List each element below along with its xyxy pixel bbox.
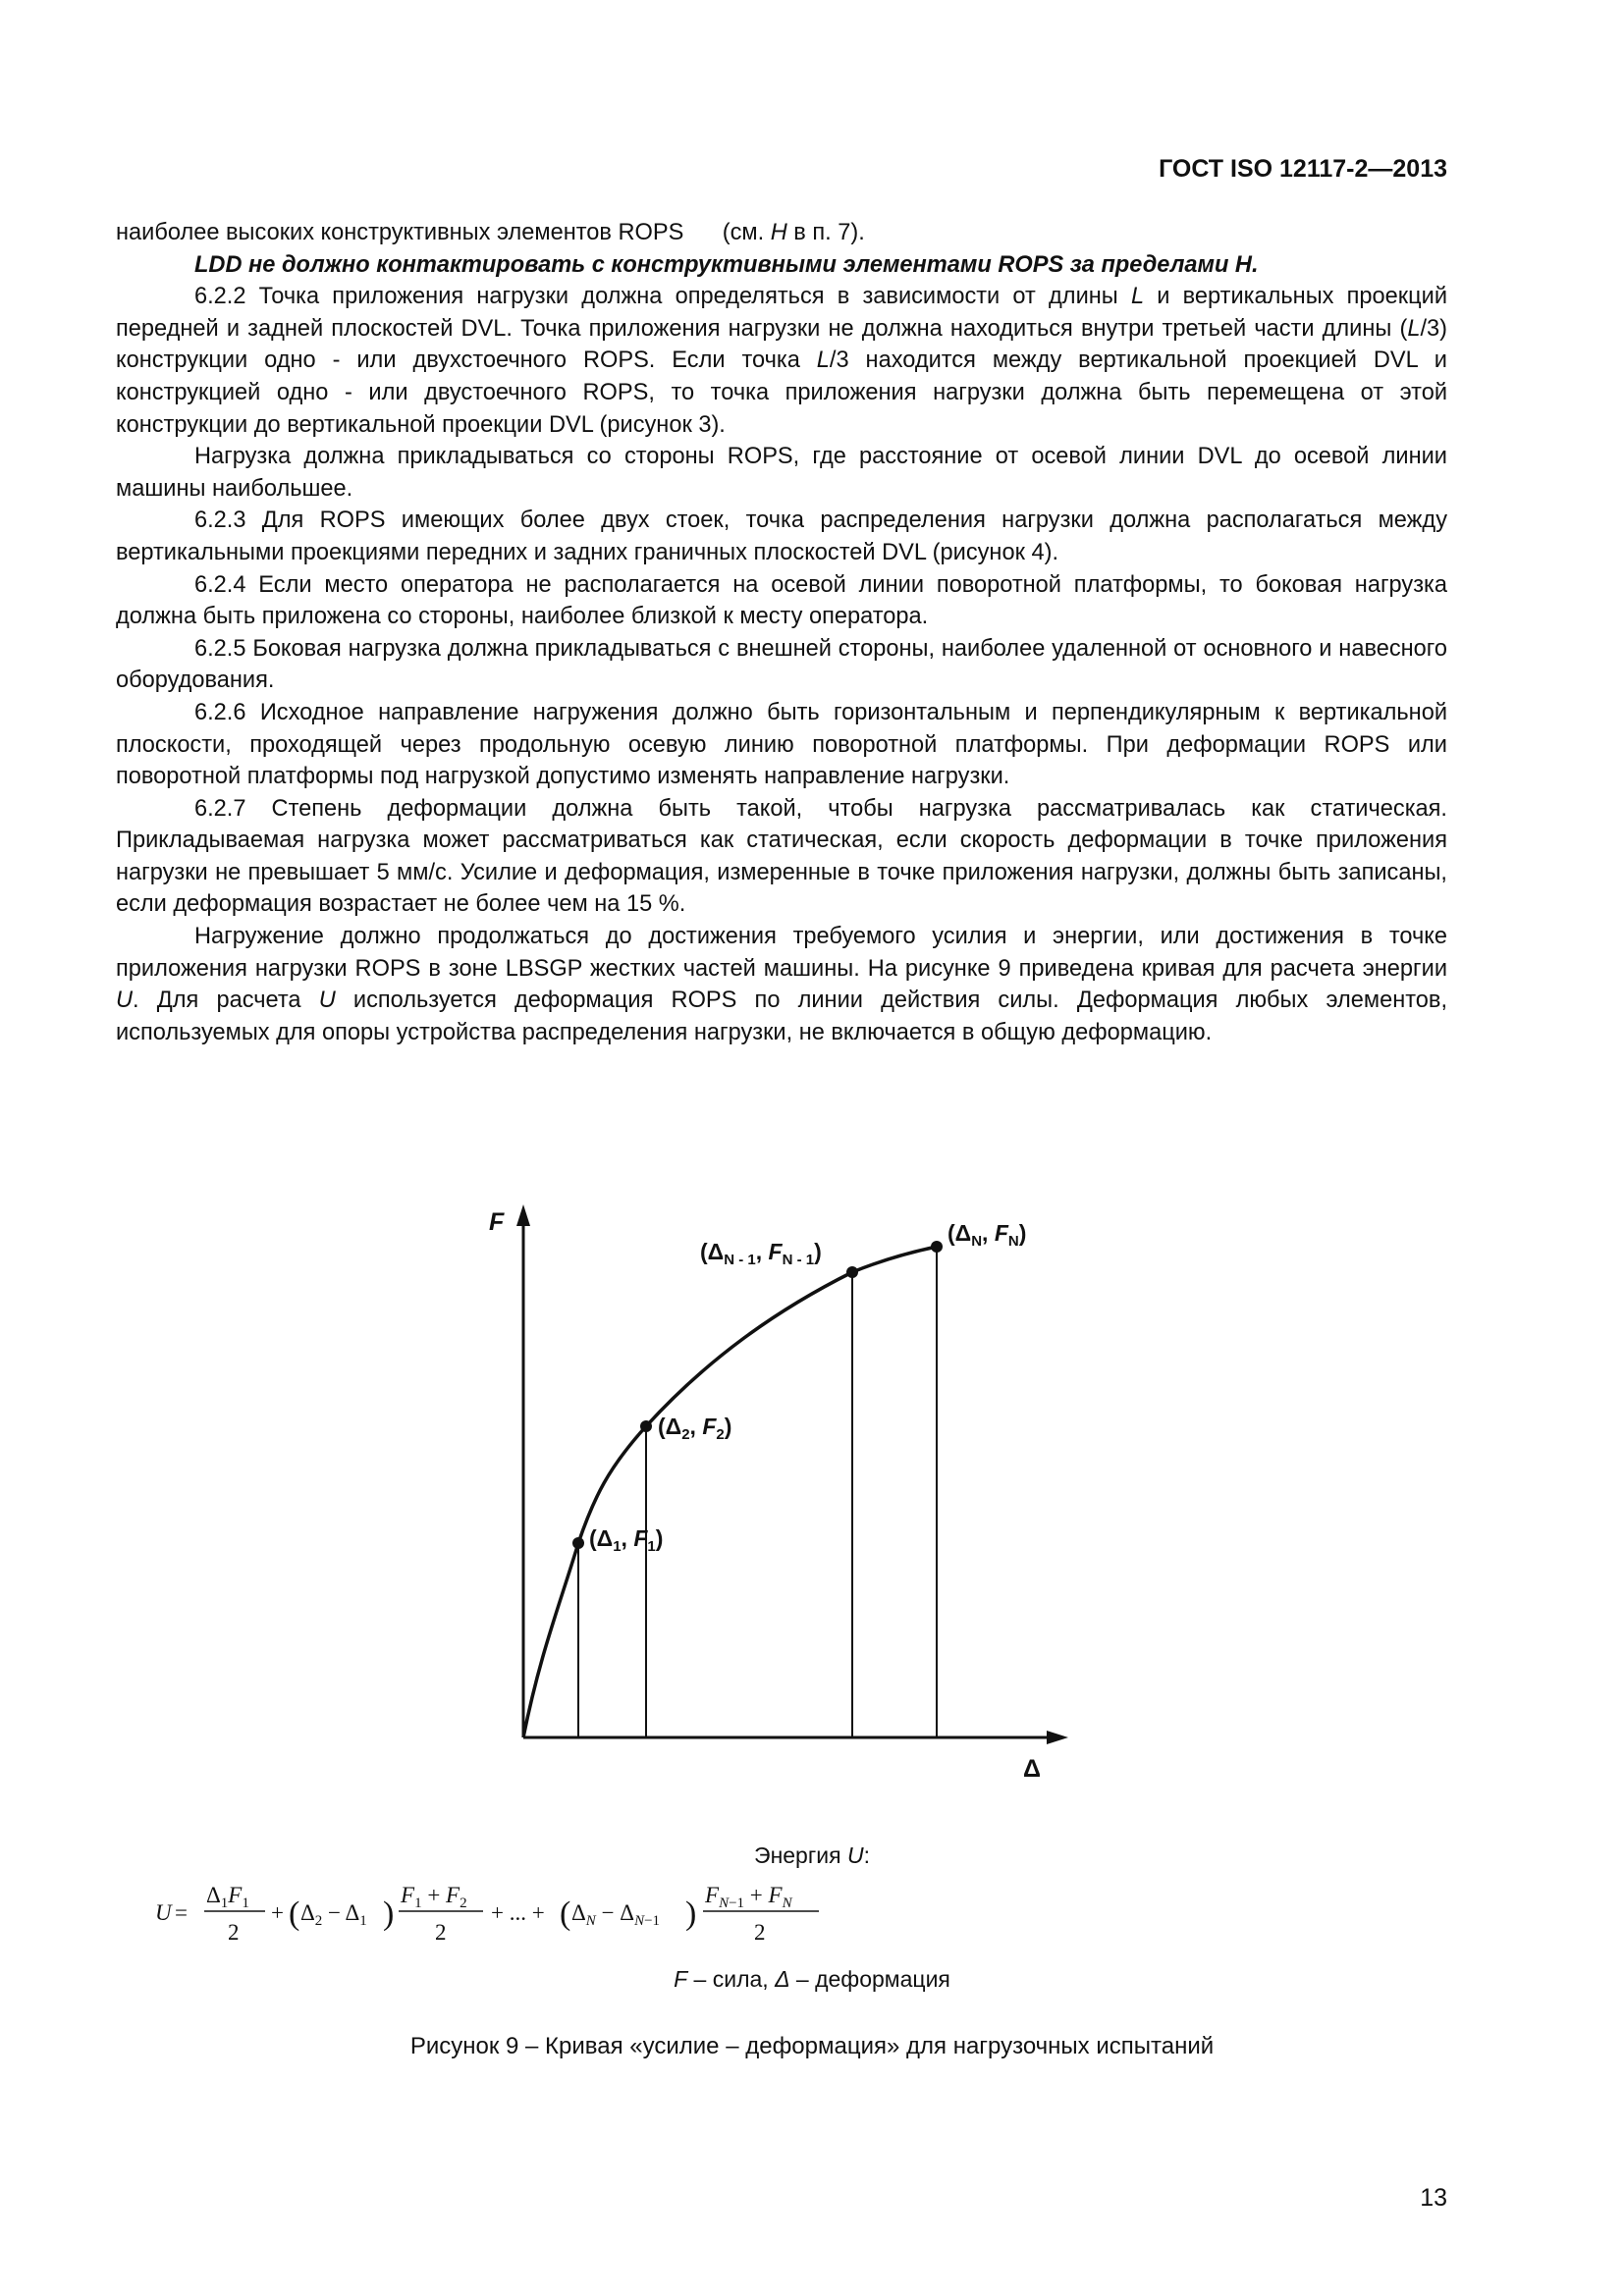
body-text [116, 217, 1447, 1048]
svg-text:(: ( [560, 1896, 571, 1932]
y-axis-label: F [489, 1208, 505, 1236]
svg-text:+ ... +: + ... + [491, 1900, 545, 1925]
paragraph: 6.2.3 Для ROPS имеющих более двух стоек, точка распределения нагрузки должна располагаться между вертикальными проекциями передних и задних граничных плоскостей DVL (рисунок 4). [116, 507, 1447, 565]
page-number: 13 [1420, 2184, 1447, 2212]
paragraph: Нагружение должно продолжаться до достижения требуемого усилия и энергии, или достижения в точке приложения нагрузки ROPS в зоне LBSGP жестких частей машины. На рисунке 9 приведена кривая для расчета энергии U. Для расчета U используется деформация ROPS по линии действия силы. Деформация любых элементов, используемых для опоры устройства распределения нагрузки, не включается в общую деформацию. [116, 924, 1448, 1045]
svg-text:): ) [685, 1896, 697, 1932]
svg-text:): ) [383, 1896, 395, 1932]
svg-text:F1 + F2: $F_1 + F_2$ [401, 1883, 467, 1911]
svg-text:2: 2 [754, 1920, 766, 1945]
paragraph: 6.2.6 Исходное направление нагружения должно быть горизонтальным и перпендикулярным к вертикальной плоскости, проходящей через продольную осевую линию поворотной платформы. При деформации ROPS или поворотной платформы под нагрузкой допустимо изменять направление нагрузки. [116, 699, 1447, 790]
paragraph: 6.2.4 Если место оператора не располагается на осевой линии поворотной платформы, то боковая нагрузка должна быть приложена со стороны, наиболее близкой к месту оператора. [116, 571, 1447, 630]
energy-formula-svg [155, 1875, 941, 1953]
document-header: ГОСТ ISO 12117-2—2013 [1159, 155, 1447, 183]
force-deformation-figure [471, 1193, 1080, 1801]
point-n-1-label: ($\Delta_{N - 1}$, $F_{N - 1}$) [700, 1239, 822, 1268]
svg-text:FN−1 + FN: $F_N-1 + F_N$ [705, 1883, 792, 1911]
force-deformation-curve [523, 1247, 937, 1737]
point-1-label: ($\Delta_1$, $F_1$) [589, 1525, 664, 1555]
svg-text:ΔN − ΔN−1: $\Delta_N - \Delta_N-1$ [571, 1900, 661, 1929]
energy-formula [155, 1875, 941, 1953]
svg-text:+: + [271, 1900, 284, 1925]
paragraph: Нагрузка должна прикладываться со стороны ROPS, где расстояние от осевой линии DVL до осевой линии машины наибольшее. [116, 444, 1447, 502]
point-n-1-marker [846, 1266, 858, 1278]
point-n-label: ($\Delta_N$, $F_N$) [947, 1220, 1027, 1250]
x-axis-arrow [1047, 1731, 1068, 1744]
y-axis-arrow [516, 1204, 530, 1226]
paragraph: 6.2.7 Степень деформации должна быть такой, чтобы нагрузка рассматривалась как статическая. Прикладываемая нагрузка может рассматриваться как статическая, если скорость деформации в точке приложения нагрузки не превышает 5 мм/с. Усилие и деформация, измеренные в точке приложения нагрузки, должны быть записаны, если деформация возрастает не более чем на 15 %. [116, 795, 1447, 918]
svg-text:U: U [155, 1900, 172, 1925]
paragraph: LDD не должно контактировать с конструктивными элементами ROPS за пределами H. [194, 251, 1259, 278]
svg-text:2: 2 [435, 1920, 447, 1945]
point-n-marker [931, 1241, 943, 1253]
svg-text:2: 2 [228, 1920, 240, 1945]
svg-text:(: ( [289, 1896, 300, 1932]
paragraph: наиболее высоких конструктивных элементов ROPS (см. H в п. 7). [116, 220, 865, 245]
paragraph: 6.2.2 Точка приложения нагрузки должна определяться в зависимости от длины L и вертикальных проекций передней и задней плоскостей DVL. Точка приложения нагрузки не должна находиться внутри третьей части длины (L/3) конструкции одно - или двухстоечного ROPS. Если точка L/3 находится между вертикальной проекцией DVL и конструкцией одно - или двустоечного ROPS, то точка приложения нагрузки должна быть перемещена от этой конструкции до вертикальной проекции DVL (рисунок 3). [116, 284, 1447, 438]
svg-text:Δ1F1: $\Delta_1F_1$ [206, 1883, 249, 1911]
point-1-marker [572, 1537, 584, 1549]
paragraph: 6.2.5 Боковая нагрузка должна прикладываться с внешней стороны, наиболее удаленной от основного и навесного оборудования. [116, 635, 1447, 694]
energy-label: Энергия U: [754, 1842, 870, 1868]
svg-text:=: = [175, 1900, 188, 1925]
point-2-marker [640, 1420, 652, 1432]
point-2-label: ($\Delta_2$, $F_2$) [658, 1414, 732, 1443]
figure-caption: Рисунок 9 – Кривая «усилие – деформация» для нагрузочных испытаний [409, 2033, 1215, 2059]
svg-text:Δ2 − Δ1: $\Delta_2 - \Delta_1$ [300, 1900, 367, 1929]
formula-legend: F – сила, Δ – деформация [674, 1966, 950, 1992]
x-axis-label: Δ [1023, 1755, 1041, 1783]
force-deformation-diagram [471, 1193, 1080, 1801]
